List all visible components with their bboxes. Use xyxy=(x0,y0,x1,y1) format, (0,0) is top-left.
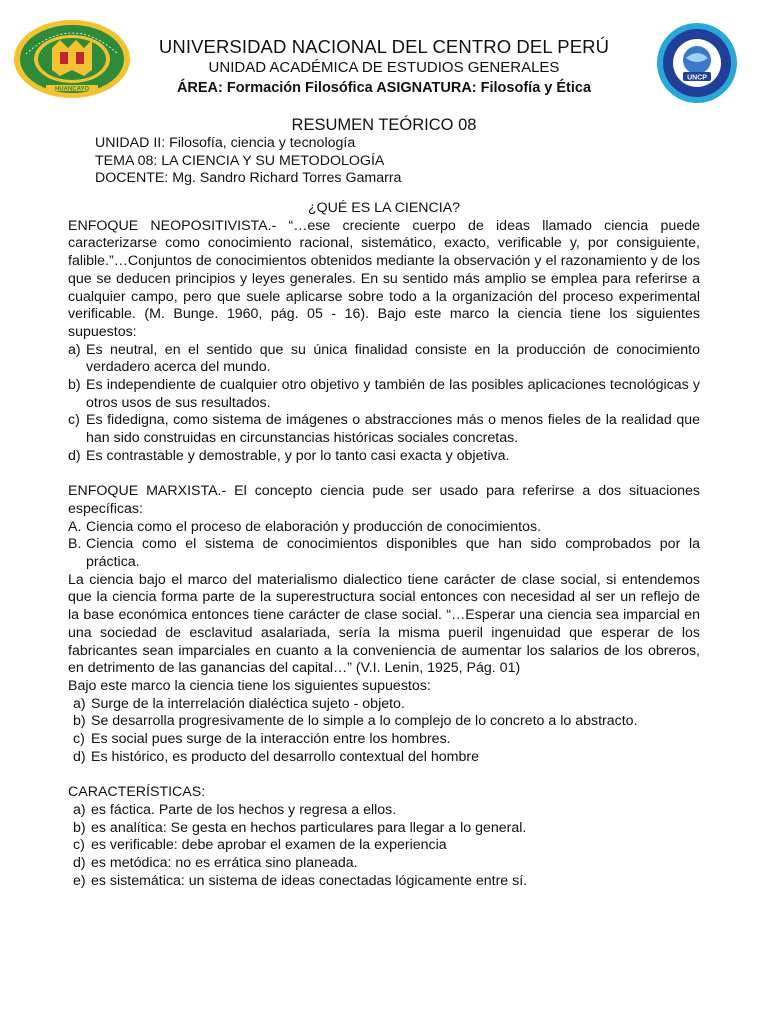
list-item xyxy=(68,342,700,377)
list-item xyxy=(68,802,700,820)
list-marker: B. xyxy=(68,536,82,553)
list-item xyxy=(68,837,700,855)
list-text: es fáctica. Parte de los hechos y regresa a ellos. xyxy=(91,801,397,818)
marxist-lead: Bajo este marco la ciencia tiene los siguientes supuestos: xyxy=(68,677,431,694)
list-marker: b) xyxy=(73,819,86,836)
list-item xyxy=(68,377,700,412)
university-name: UNIVERSIDAD NACIONAL DEL CENTRO DEL PERÚ xyxy=(158,36,610,57)
list-text: Se desarrolla progresivamente de lo simple a lo complejo de lo concreto a lo abstracto. xyxy=(91,713,638,730)
marxist-body-paragraph: La ciencia bajo el marco del materialismo dialectico tiene carácter de clase social, si entendemos que la ciencia forma parte de la superestructura social entonces con necesidad al ser un reflejo de la base económica entonces tiene carácter de clase social. “…Esperar una ciencia sea imparcial en una sociedad de esclavitud asalariada, sería la misma pueril ingenuidad que esperar de los fabricantes sean imparciales en cuanto a la conveniencia de aumentar los salarios de los obreros, en detrimento de las ganancias del capital…” (V.I. Lenin, 1925, Pág. 01) xyxy=(68,571,700,677)
list-text: Es independiente de cualquier otro objetivo y también de las posibles aplicaciones tecnológicas y otros usos de sus resultados. xyxy=(86,377,700,411)
list-text: Ciencia como el proceso de elaboración y producción de conocimientos. xyxy=(86,518,542,535)
marxist-paragraph: ENFOQUE MARXISTA.- El concepto ciencia pude ser usado para referirse a dos situaciones específicas: xyxy=(68,483,700,517)
tema-line: TEMA 08: LA CIENCIA Y SU METODOLOGÍA xyxy=(95,152,385,169)
faculty-logo xyxy=(656,22,738,104)
document-title: RESUMEN TEÓRICO 08 xyxy=(291,116,477,134)
list-text: es verificable: debe aprobar el examen de la experiencia xyxy=(91,837,447,854)
list-text: Es contrastable y demostrable, y por lo tanto casi exacta y objetiva. xyxy=(86,447,510,464)
list-text: Es fidedigna, como sistema de imágenes o abstracciones más o menos fieles de la realidad que han sido construidas en circunstancias históricas sociales concretas. xyxy=(86,412,700,447)
list-marker: a) xyxy=(68,341,81,358)
list-marker: a) xyxy=(73,695,86,712)
university-seal-logo xyxy=(12,18,132,100)
list-item xyxy=(68,749,700,767)
list-marker: c) xyxy=(73,837,85,854)
unidad-line: UNIDAD II: Filosofía, ciencia y tecnología xyxy=(95,135,356,151)
list-marker: b) xyxy=(73,713,86,730)
list-marker: e) xyxy=(73,872,86,889)
list-text: Es neutral, en el sentido que su única finalidad consiste en la producción de conocimiento verdadero acerca del mundo. xyxy=(86,341,700,376)
list-marker: a) xyxy=(73,801,86,818)
neopositivist-paragraph: ENFOQUE NEOPOSITIVISTA.- “…ese creciente cuerpo de ideas llamado ciencia puede caracterizarse como conocimiento racional, sistemático, exacto, verificable y, por consiguiente, falible.”…Conjuntos de conocimientos obtenidos mediante la observación y el razonamiento y de los que se deducen principios y leyes generales. En su sentido más amplio se emplea para referirse a cualquier campo, pero que suele aplicarse sobre todo a la organización del proceso experimental verificable. (M. Bunge. 1960, pág. 05 - 16). Bajo este marco la ciencia tiene los siguientes supuestos: xyxy=(68,217,700,340)
list-text: es metódica: no es errática sino planeada. xyxy=(91,854,358,871)
list-text: Ciencia como el sistema de conocimientos disponibles que han sido comprobados por la práctica. xyxy=(86,536,700,571)
list-item xyxy=(68,820,700,838)
list-text: es analítica: Se gesta en hechos particulares para llegar a lo general. xyxy=(91,819,527,836)
list-marker: d) xyxy=(73,854,86,871)
list-marker: c) xyxy=(73,731,85,748)
list-text: Es social pues surge de la interacción entre los hombres. xyxy=(91,731,451,748)
logo-badge-text: UNCP xyxy=(687,74,707,82)
document-meta xyxy=(95,135,401,188)
list-item xyxy=(68,412,700,447)
list-text: Es histórico, es producto del desarrollo contextual del hombre xyxy=(91,748,480,765)
document-header xyxy=(140,36,628,98)
list-marker: b) xyxy=(68,377,81,394)
area-subject: ÁREA: Formación Filosófica ASIGNATURA: Filosofía y Ética xyxy=(176,80,592,96)
seal-bottom-text: HUANCAYO xyxy=(54,86,90,93)
characteristics-title: CARACTERÍSTICAS: xyxy=(68,784,206,801)
list-item xyxy=(68,873,700,891)
list-item xyxy=(68,855,700,873)
list-item xyxy=(68,519,700,537)
list-marker: c) xyxy=(68,412,80,429)
list-item xyxy=(68,448,700,466)
list-marker: d) xyxy=(68,447,81,464)
list-text: es sistemática: un sistema de ideas conectadas lógicamente entre sí. xyxy=(91,872,528,889)
document-body xyxy=(68,200,700,890)
docente-line: DOCENTE: Mg. Sandro Richard Torres Gamarra xyxy=(95,170,402,187)
list-marker: d) xyxy=(73,748,86,765)
academic-unit: UNIDAD ACADÉMICA DE ESTUDIOS GENERALES xyxy=(208,59,560,76)
list-item xyxy=(68,713,700,731)
list-text: Surge de la interrelación dialéctica sujeto - objeto. xyxy=(91,695,405,712)
list-marker: A. xyxy=(68,518,82,535)
list-item xyxy=(68,536,700,571)
list-item xyxy=(68,696,700,714)
section-question: ¿QUÉ ES LA CIENCIA? xyxy=(307,200,461,216)
list-item xyxy=(68,731,700,749)
